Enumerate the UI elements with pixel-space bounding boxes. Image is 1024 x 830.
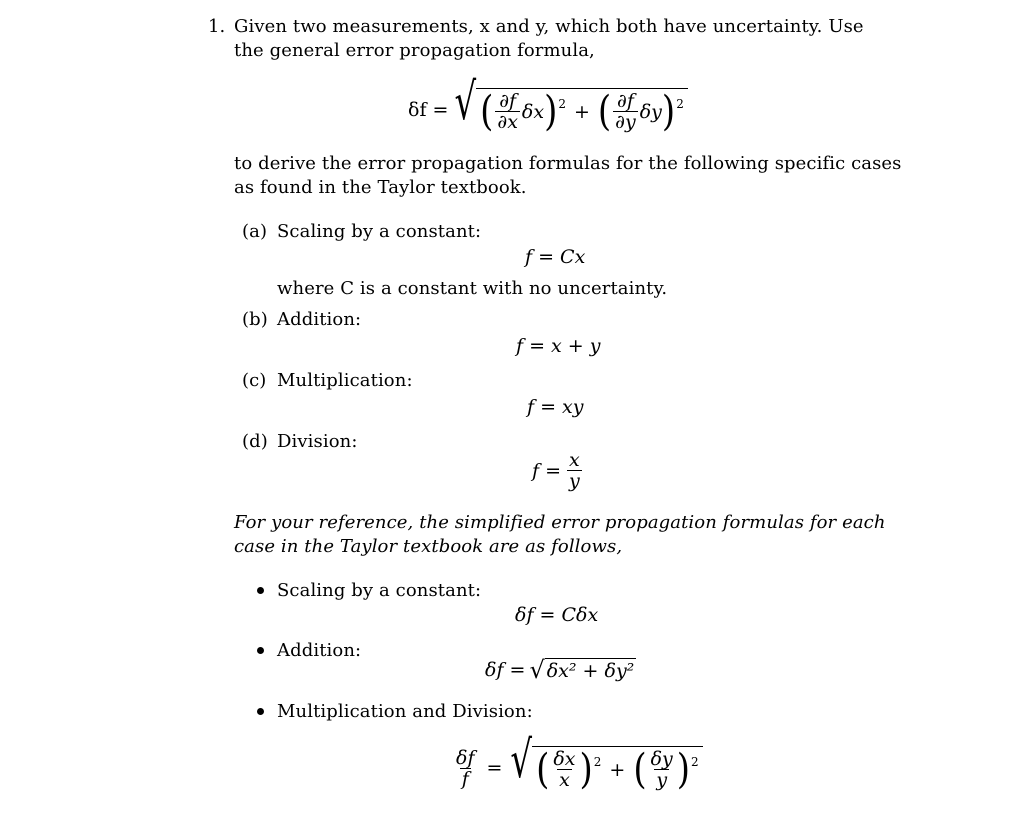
case-c-label: (c) [242,370,267,391]
reference-line-1: For your reference, the simplified error propagation formulas for each [234,512,886,533]
ref-muldiv-formula: $\frac{\delta f}{f}$ = √ ( $\frac{\delta x}{x}$ ) 2 + ( $\frac{\delta y}{y}$ ) 2 [452,735,703,801]
intro-line-1: Given two measurements, x and y, which both have uncertainty. Use [234,16,864,37]
formula-lhs: δf = [408,99,449,121]
ref-scaling-text: Scaling by a constant: [277,580,482,601]
case-c-text: Multiplication: [277,370,413,391]
case-a-note: where C is a constant with no uncertainty. [277,278,668,299]
formula-sqrt [454,72,687,136]
case-c-formula: f = xy [527,396,584,418]
sqrt-body: ( $\frac{\partial f}{\partial x}$ δx ) 2 + ( $\frac{\partial f}{\partial y}$ δy ) 2 [476,88,688,132]
ref-addition-formula: δf = √ δx² + δy² [485,656,635,684]
derive-line-1: to derive the error propagation formulas for the following specific cases [234,153,902,174]
problem-number: 1. [208,16,226,37]
case-b-label: (b) [242,309,268,330]
partial-y-fraction: $\frac{\partial f}{\partial y}$ [615,90,636,133]
case-d-formula: f = $\frac{x}{y}$ [532,449,580,492]
bullet-icon [257,647,264,654]
reference-line-2: case in the Taylor textbook are as follows, [234,536,623,557]
case-b-formula: f = x + y [516,335,601,357]
delta-x: δx [521,100,545,123]
ref-scaling-formula: δf = Cδx [515,604,599,626]
case-a-label: (a) [242,221,268,242]
case-d-label: (d) [242,431,268,452]
bullet-icon [257,587,264,594]
bullet-icon [257,708,264,715]
ref-addition-text: Addition: [277,640,362,661]
case-b-text: Addition: [277,309,362,330]
case-a-formula: f = Cx [525,246,586,268]
intro-line-2: the general error propagation formula, [234,40,595,61]
partial-x-fraction: $\frac{\partial f}{\partial x}$ [497,90,518,133]
case-d-text: Division: [277,431,358,452]
sqrt-symbol: √ [454,72,477,133]
delta-y: δy [639,100,662,123]
case-a-text: Scaling by a constant: [277,221,482,242]
derive-line-2: as found in the Taylor textbook. [234,177,527,198]
general-error-formula [408,72,688,140]
ref-muldiv-text: Multiplication and Division: [277,701,533,722]
